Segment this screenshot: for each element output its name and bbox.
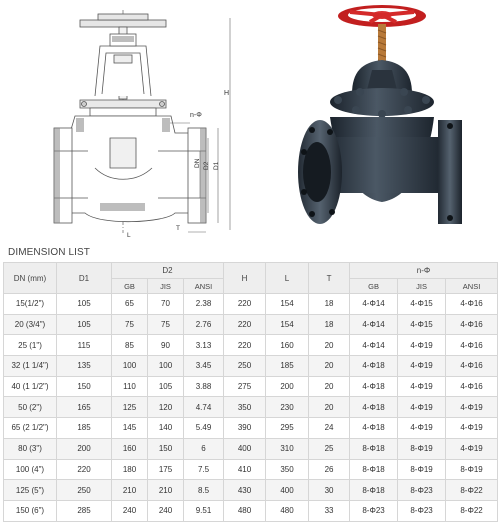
cell-h: 400 (224, 438, 266, 459)
cell-d2-gb: 125 (112, 397, 148, 418)
cell-d1: 115 (57, 335, 112, 356)
cell-n-phi-gb: 8-Φ18 (350, 459, 398, 480)
cell-n-phi-jis: 8-Φ23 (398, 480, 446, 501)
cell-d2-jis: 240 (148, 500, 184, 521)
cell-n-phi-jis: 8-Φ19 (398, 438, 446, 459)
cell-d1: 285 (57, 500, 112, 521)
drawing-label-t: T (176, 225, 180, 232)
cell-dn: 100 (4") (4, 459, 57, 480)
cell-t: 20 (309, 356, 350, 377)
cell-n-phi-jis: 4-Φ19 (398, 397, 446, 418)
cell-d2-jis: 175 (148, 459, 184, 480)
cell-dn: 80 (3") (4, 438, 57, 459)
cell-l: 310 (266, 438, 309, 459)
header-n-phi: n-Φ (350, 263, 498, 279)
cell-d2-jis: 210 (148, 480, 184, 501)
cell-h: 220 (224, 314, 266, 335)
cell-t: 30 (309, 480, 350, 501)
subheader-d2-jis: JIS (148, 279, 184, 294)
cell-dn: 150 (6") (4, 500, 57, 521)
cell-d1: 150 (57, 376, 112, 397)
cell-h: 430 (224, 480, 266, 501)
table-row (4, 480, 498, 501)
cell-d2-gb: 85 (112, 335, 148, 356)
cell-dn: 50 (2") (4, 397, 57, 418)
cell-n-phi-jis: 4-Φ15 (398, 314, 446, 335)
drawing-label-d2: D2 (203, 161, 210, 170)
table-row (4, 314, 498, 335)
cell-d2-jis: 140 (148, 418, 184, 439)
cell-n-phi-ansi: 8-Φ22 (446, 480, 498, 501)
cell-t: 26 (309, 459, 350, 480)
cell-n-phi-ansi: 8-Φ22 (446, 500, 498, 521)
cell-l: 200 (266, 376, 309, 397)
cell-n-phi-gb: 4-Φ14 (350, 294, 398, 315)
cell-h: 480 (224, 500, 266, 521)
cell-h: 275 (224, 376, 266, 397)
cell-d2-gb: 75 (112, 314, 148, 335)
cell-l: 185 (266, 356, 309, 377)
cell-d1: 105 (57, 294, 112, 315)
header-d1: D1 (57, 263, 112, 294)
header-t: T (309, 263, 350, 294)
cell-d2-ansi: 9.51 (184, 500, 224, 521)
cell-d2-ansi: 3.88 (184, 376, 224, 397)
cell-h: 410 (224, 459, 266, 480)
cell-l: 154 (266, 294, 309, 315)
cell-t: 20 (309, 397, 350, 418)
cell-h: 350 (224, 397, 266, 418)
cell-d2-gb: 240 (112, 500, 148, 521)
cell-n-phi-gb: 4-Φ18 (350, 376, 398, 397)
cell-n-phi-gb: 4-Φ14 (350, 335, 398, 356)
cell-d2-jis: 100 (148, 356, 184, 377)
cell-l: 480 (266, 500, 309, 521)
dimension-table-body (4, 294, 498, 522)
cell-dn: 20 (3/4") (4, 314, 57, 335)
cell-n-phi-gb: 8-Φ23 (350, 500, 398, 521)
cell-d2-gb: 160 (112, 438, 148, 459)
cell-d2-jis: 75 (148, 314, 184, 335)
cell-l: 160 (266, 335, 309, 356)
cell-n-phi-jis: 8-Φ19 (398, 459, 446, 480)
cell-n-phi-jis: 4-Φ19 (398, 418, 446, 439)
subheader-d2-ansi: ANSI (184, 279, 224, 294)
table-row (4, 418, 498, 439)
cell-n-phi-ansi: 4-Φ19 (446, 418, 498, 439)
cell-d2-ansi: 2.38 (184, 294, 224, 315)
cell-d1: 185 (57, 418, 112, 439)
cell-d2-gb: 210 (112, 480, 148, 501)
cell-d2-ansi: 3.13 (184, 335, 224, 356)
cell-n-phi-jis: 4-Φ19 (398, 335, 446, 356)
cell-l: 154 (266, 314, 309, 335)
cell-t: 24 (309, 418, 350, 439)
cell-t: 18 (309, 294, 350, 315)
cell-h: 250 (224, 356, 266, 377)
subheader-n-phi-jis: JIS (398, 279, 446, 294)
cell-l: 230 (266, 397, 309, 418)
cell-n-phi-jis: 4-Φ19 (398, 376, 446, 397)
header-d2: D2 (112, 263, 224, 279)
cell-d1: 200 (57, 438, 112, 459)
cell-d1: 250 (57, 480, 112, 501)
cell-n-phi-gb: 4-Φ18 (350, 418, 398, 439)
cell-dn: 32 (1 1/4") (4, 356, 57, 377)
cell-n-phi-ansi: 4-Φ16 (446, 314, 498, 335)
cell-d2-ansi: 5.49 (184, 418, 224, 439)
cell-t: 18 (309, 314, 350, 335)
cell-d2-ansi: 8.5 (184, 480, 224, 501)
product-figure (0, 0, 500, 240)
cell-h: 220 (224, 335, 266, 356)
cell-dn: 25 (1") (4, 335, 57, 356)
cell-dn: 15(1/2") (4, 294, 57, 315)
cell-n-phi-gb: 8-Φ18 (350, 438, 398, 459)
header-l: L (266, 263, 309, 294)
cell-h: 220 (224, 294, 266, 315)
drawing-label-h: H (224, 90, 230, 97)
cell-dn: 125 (5") (4, 480, 57, 501)
cell-n-phi-jis: 8-Φ23 (398, 500, 446, 521)
cell-h: 390 (224, 418, 266, 439)
table-row (4, 438, 498, 459)
cell-n-phi-ansi: 4-Φ19 (446, 438, 498, 459)
cell-t: 25 (309, 438, 350, 459)
cell-d1: 220 (57, 459, 112, 480)
table-row (4, 500, 498, 521)
cell-d2-ansi: 2.76 (184, 314, 224, 335)
cell-d2-jis: 120 (148, 397, 184, 418)
cell-t: 33 (309, 500, 350, 521)
valve-product-image (290, 2, 475, 240)
cell-d2-gb: 100 (112, 356, 148, 377)
header-h: H (224, 263, 266, 294)
dimension-table (3, 262, 498, 522)
cell-l: 350 (266, 459, 309, 480)
cell-n-phi-gb: 8-Φ18 (350, 480, 398, 501)
cell-n-phi-ansi: 4-Φ16 (446, 376, 498, 397)
cell-n-phi-ansi: 4-Φ16 (446, 356, 498, 377)
cell-d2-gb: 180 (112, 459, 148, 480)
cell-d2-jis: 150 (148, 438, 184, 459)
cell-d2-jis: 90 (148, 335, 184, 356)
cell-l: 295 (266, 418, 309, 439)
cell-d2-gb: 145 (112, 418, 148, 439)
cell-d2-jis: 105 (148, 376, 184, 397)
cell-n-phi-ansi: 4-Φ16 (446, 294, 498, 315)
cell-d2-ansi: 4.74 (184, 397, 224, 418)
cell-n-phi-gb: 4-Φ18 (350, 356, 398, 377)
drawing-label-dn: DN (194, 158, 201, 168)
subheader-d2-gb: GB (112, 279, 148, 294)
drawing-label-d1: D1 (213, 161, 220, 170)
cell-t: 20 (309, 335, 350, 356)
table-row (4, 294, 498, 315)
cell-d2-gb: 65 (112, 294, 148, 315)
cell-n-phi-ansi: 4-Φ19 (446, 397, 498, 418)
cell-d1: 135 (57, 356, 112, 377)
drawing-label-n-phi: n-Φ (190, 112, 202, 119)
cell-n-phi-gb: 4-Φ18 (350, 397, 398, 418)
cell-d2-ansi: 7.5 (184, 459, 224, 480)
cell-d1: 165 (57, 397, 112, 418)
header-dn: DN (mm) (4, 263, 57, 294)
cell-d2-gb: 110 (112, 376, 148, 397)
table-row (4, 397, 498, 418)
table-row (4, 376, 498, 397)
cell-n-phi-gb: 4-Φ14 (350, 314, 398, 335)
cell-n-phi-jis: 4-Φ19 (398, 356, 446, 377)
cell-d2-jis: 70 (148, 294, 184, 315)
cell-dn: 65 (2 1/2") (4, 418, 57, 439)
cell-d2-ansi: 6 (184, 438, 224, 459)
cell-d1: 105 (57, 314, 112, 335)
table-row (4, 459, 498, 480)
table-row (4, 335, 498, 356)
dimension-list-title: DIMENSION LIST (8, 247, 90, 258)
cell-dn: 40 (1 1/2") (4, 376, 57, 397)
subheader-n-phi-ansi: ANSI (446, 279, 498, 294)
valve-section-drawing (40, 8, 250, 238)
table-row (4, 356, 498, 377)
subheader-n-phi-gb: GB (350, 279, 398, 294)
cell-n-phi-jis: 4-Φ15 (398, 294, 446, 315)
cell-n-phi-ansi: 4-Φ16 (446, 335, 498, 356)
cell-t: 20 (309, 376, 350, 397)
cell-n-phi-ansi: 8-Φ19 (446, 459, 498, 480)
drawing-label-l: L (127, 232, 131, 239)
cell-l: 400 (266, 480, 309, 501)
cell-d2-ansi: 3.45 (184, 356, 224, 377)
